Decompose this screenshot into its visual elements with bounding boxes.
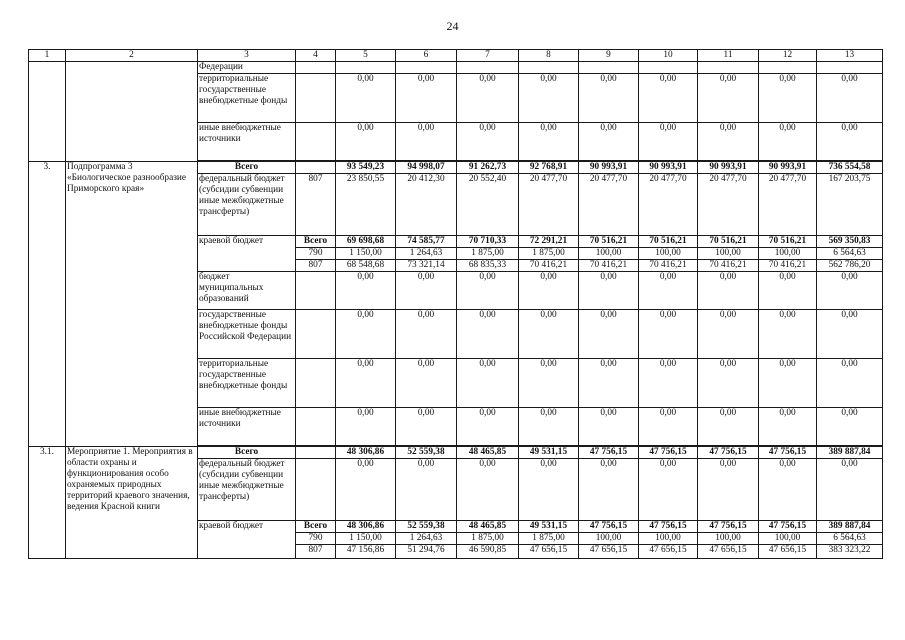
code-cell: 807 bbox=[296, 545, 336, 559]
item-number-empty bbox=[29, 62, 66, 162]
value-cell: 49 531,15 bbox=[519, 447, 579, 459]
value-cell: 0,00 bbox=[457, 123, 519, 161]
value-cell: 47 756,15 bbox=[698, 447, 759, 459]
value-cell: 0,00 bbox=[639, 408, 698, 446]
value-cell bbox=[519, 62, 579, 74]
code-cell: 790 bbox=[296, 533, 336, 545]
value-cell: 0,00 bbox=[396, 310, 457, 359]
value-cell: 20 477,70 bbox=[519, 174, 579, 236]
source-cell: бюджет муниципальных образований bbox=[198, 272, 296, 310]
source-cell: краевой бюджет bbox=[198, 236, 296, 272]
value-cell: 90 993,91 bbox=[639, 162, 698, 174]
value-cell: 0,00 bbox=[396, 74, 457, 123]
value-cell: 100,00 bbox=[639, 533, 698, 545]
budget-table bbox=[28, 49, 883, 559]
value-cell: 0,00 bbox=[639, 123, 698, 161]
value-cell: 70 516,21 bbox=[759, 236, 817, 248]
value-cell: 46 590,85 bbox=[457, 545, 519, 559]
value-cell: 52 559,38 bbox=[396, 521, 457, 533]
value-cell: 47 656,15 bbox=[519, 545, 579, 559]
value-cell: 48 306,86 bbox=[336, 447, 396, 459]
value-cell: 20 412,30 bbox=[396, 174, 457, 236]
value-cell: 51 294,76 bbox=[396, 545, 457, 559]
value-cell: 0,00 bbox=[457, 310, 519, 359]
value-cell: 0,00 bbox=[457, 74, 519, 123]
value-cell: 90 993,91 bbox=[698, 162, 759, 174]
header-cell: 1 bbox=[29, 50, 66, 62]
value-cell: 69 698,68 bbox=[336, 236, 396, 248]
value-cell: 1 150,00 bbox=[336, 248, 396, 260]
value-cell: 20 477,70 bbox=[698, 174, 759, 236]
page-number: 24 bbox=[446, 19, 459, 33]
value-cell: 0,00 bbox=[817, 408, 883, 446]
value-cell: 0,00 bbox=[759, 74, 817, 123]
value-cell: 74 585,77 bbox=[396, 236, 457, 248]
value-cell bbox=[579, 62, 639, 74]
code-cell bbox=[296, 272, 336, 310]
value-cell: 0,00 bbox=[639, 272, 698, 310]
value-cell: 20 477,70 bbox=[759, 174, 817, 236]
header-cell: 9 bbox=[579, 50, 639, 62]
value-cell: 0,00 bbox=[396, 123, 457, 161]
value-cell: 0,00 bbox=[639, 359, 698, 408]
value-cell: 0,00 bbox=[396, 272, 457, 310]
value-cell: 20 477,70 bbox=[579, 174, 639, 236]
source-cell: территориальные государственные внебюджетные фонды bbox=[198, 359, 296, 408]
code-cell bbox=[296, 62, 336, 74]
value-cell: 569 350,83 bbox=[817, 236, 883, 248]
value-cell: 0,00 bbox=[457, 459, 519, 521]
value-cell: 47 756,15 bbox=[759, 521, 817, 533]
code-cell bbox=[296, 74, 336, 123]
value-cell: 562 786,20 bbox=[817, 260, 883, 272]
value-cell: 0,00 bbox=[336, 359, 396, 408]
value-cell: 100,00 bbox=[759, 533, 817, 545]
source-cell: иные внебюджетные источники bbox=[198, 123, 296, 161]
value-cell: 1 264,63 bbox=[396, 533, 457, 545]
value-cell: 23 850,55 bbox=[336, 174, 396, 236]
value-cell: 47 656,15 bbox=[698, 545, 759, 559]
table-row bbox=[29, 162, 883, 174]
header-cell: 12 bbox=[759, 50, 817, 62]
value-cell: 70 416,21 bbox=[579, 260, 639, 272]
value-cell: 0,00 bbox=[519, 359, 579, 408]
value-cell: 48 465,85 bbox=[457, 447, 519, 459]
value-cell: 70 416,21 bbox=[519, 260, 579, 272]
value-cell: 1 875,00 bbox=[519, 533, 579, 545]
value-cell: 0,00 bbox=[698, 74, 759, 123]
value-cell: 70 516,21 bbox=[579, 236, 639, 248]
header-cell: 8 bbox=[519, 50, 579, 62]
value-cell: 73 321,14 bbox=[396, 260, 457, 272]
value-cell: 6 564,63 bbox=[817, 533, 883, 545]
value-cell: 1 875,00 bbox=[457, 248, 519, 260]
value-cell: 91 262,73 bbox=[457, 162, 519, 174]
value-cell: 1 150,00 bbox=[336, 533, 396, 545]
value-cell: 90 993,91 bbox=[579, 162, 639, 174]
value-cell: 70 416,21 bbox=[639, 260, 698, 272]
header-cell: 3 bbox=[198, 50, 296, 62]
code-cell bbox=[296, 123, 336, 161]
value-cell: 52 559,38 bbox=[396, 447, 457, 459]
value-cell: 70 416,21 bbox=[698, 260, 759, 272]
header-cell: 6 bbox=[396, 50, 457, 62]
item-name: Мероприятие 1. Мероприятия в области охраны и функционирования особо охраняемых природных территорий краевого значения, ведения Красной книги bbox=[66, 447, 198, 559]
value-cell: 0,00 bbox=[698, 310, 759, 359]
value-cell: 70 710,33 bbox=[457, 236, 519, 248]
header-row bbox=[29, 50, 883, 62]
value-cell: 100,00 bbox=[639, 248, 698, 260]
code-cell: 807 bbox=[296, 260, 336, 272]
item-name-empty bbox=[66, 62, 198, 162]
total-label: Всего bbox=[198, 447, 296, 459]
value-cell: 0,00 bbox=[698, 359, 759, 408]
item-number: 3.1. bbox=[29, 447, 66, 559]
value-cell: 0,00 bbox=[519, 310, 579, 359]
value-cell: 47 756,15 bbox=[759, 447, 817, 459]
value-cell: 0,00 bbox=[698, 459, 759, 521]
value-cell: 0,00 bbox=[457, 359, 519, 408]
value-cell: 47 756,15 bbox=[579, 521, 639, 533]
value-cell: 0,00 bbox=[698, 272, 759, 310]
value-cell: 100,00 bbox=[698, 248, 759, 260]
value-cell: 0,00 bbox=[579, 74, 639, 123]
value-cell: 92 768,91 bbox=[519, 162, 579, 174]
code-cell bbox=[296, 459, 336, 521]
header-cell: 11 bbox=[698, 50, 759, 62]
value-cell bbox=[698, 62, 759, 74]
source-cell: территориальные государственные внебюджетные фонды bbox=[198, 74, 296, 123]
value-cell: 0,00 bbox=[579, 123, 639, 161]
value-cell: 0,00 bbox=[579, 408, 639, 446]
total-label: Всего bbox=[198, 162, 296, 174]
value-cell: 0,00 bbox=[519, 123, 579, 161]
header-cell: 5 bbox=[336, 50, 396, 62]
value-cell: 94 998,07 bbox=[396, 162, 457, 174]
value-cell: 47 756,15 bbox=[639, 521, 698, 533]
value-cell: 0,00 bbox=[396, 408, 457, 446]
code-cell: 790 bbox=[296, 248, 336, 260]
value-cell: 0,00 bbox=[817, 459, 883, 521]
source-cell: федеральный бюджет (субсидии субвенции иные межбюджетные трансферты) bbox=[198, 174, 296, 236]
value-cell: 0,00 bbox=[759, 272, 817, 310]
value-cell: 20 552,40 bbox=[457, 174, 519, 236]
value-cell: 0,00 bbox=[519, 272, 579, 310]
value-cell: 0,00 bbox=[457, 408, 519, 446]
value-cell bbox=[457, 62, 519, 74]
value-cell: 0,00 bbox=[579, 272, 639, 310]
value-cell: 0,00 bbox=[759, 459, 817, 521]
value-cell: 389 887,84 bbox=[817, 447, 883, 459]
value-cell bbox=[817, 62, 883, 74]
value-cell: 0,00 bbox=[817, 272, 883, 310]
value-cell: 90 993,91 bbox=[759, 162, 817, 174]
value-cell: 736 554,58 bbox=[817, 162, 883, 174]
code-cell bbox=[296, 408, 336, 446]
value-cell: 70 516,21 bbox=[639, 236, 698, 248]
value-cell bbox=[759, 62, 817, 74]
value-cell: 1 875,00 bbox=[519, 248, 579, 260]
value-cell: 68 548,68 bbox=[336, 260, 396, 272]
value-cell: 1 875,00 bbox=[457, 533, 519, 545]
table-row bbox=[29, 447, 883, 459]
source-cell: федеральный бюджет (субсидии субвенции иные межбюджетные трансферты) bbox=[198, 459, 296, 521]
value-cell: 0,00 bbox=[336, 459, 396, 521]
value-cell: 0,00 bbox=[396, 359, 457, 408]
total-label: Всего bbox=[296, 236, 336, 248]
value-cell: 0,00 bbox=[336, 272, 396, 310]
total-label: Всего bbox=[296, 521, 336, 533]
value-cell bbox=[396, 62, 457, 74]
value-cell: 0,00 bbox=[817, 74, 883, 123]
code-cell: 807 bbox=[296, 174, 336, 236]
value-cell: 47 656,15 bbox=[759, 545, 817, 559]
value-cell: 0,00 bbox=[457, 272, 519, 310]
value-cell: 0,00 bbox=[639, 459, 698, 521]
value-cell: 383 323,22 bbox=[817, 545, 883, 559]
header-cell: 4 bbox=[296, 50, 336, 62]
value-cell: 0,00 bbox=[579, 459, 639, 521]
header-cell: 13 bbox=[817, 50, 883, 62]
value-cell: 0,00 bbox=[519, 408, 579, 446]
table-row bbox=[29, 62, 883, 74]
header-cell: 10 bbox=[639, 50, 698, 62]
value-cell: 48 306,86 bbox=[336, 521, 396, 533]
value-cell: 68 835,33 bbox=[457, 260, 519, 272]
source-cell: краевой бюджет bbox=[198, 521, 296, 559]
value-cell: 47 656,15 bbox=[639, 545, 698, 559]
value-cell: 47 756,15 bbox=[698, 521, 759, 533]
item-name: Подпрограмма 3 «Биологическое разнообразие Приморского края» bbox=[66, 162, 198, 447]
value-cell: 20 477,70 bbox=[639, 174, 698, 236]
value-cell: 93 549,23 bbox=[336, 162, 396, 174]
value-cell: 6 564,63 bbox=[817, 248, 883, 260]
value-cell: 47 756,15 bbox=[579, 447, 639, 459]
source-cell: государственные внебюджетные фонды Российской Федерации bbox=[198, 310, 296, 359]
value-cell: 0,00 bbox=[817, 359, 883, 408]
value-cell: 47 156,86 bbox=[336, 545, 396, 559]
code-cell bbox=[296, 310, 336, 359]
value-cell: 0,00 bbox=[698, 408, 759, 446]
value-cell: 47 756,15 bbox=[639, 447, 698, 459]
value-cell: 0,00 bbox=[336, 123, 396, 161]
value-cell: 0,00 bbox=[759, 359, 817, 408]
value-cell: 0,00 bbox=[639, 74, 698, 123]
value-cell: 0,00 bbox=[759, 310, 817, 359]
value-cell: 0,00 bbox=[519, 459, 579, 521]
value-cell: 1 264,63 bbox=[396, 248, 457, 260]
value-cell: 0,00 bbox=[336, 408, 396, 446]
value-cell: 72 291,21 bbox=[519, 236, 579, 248]
value-cell: 0,00 bbox=[519, 74, 579, 123]
value-cell: 100,00 bbox=[579, 248, 639, 260]
code-cell bbox=[296, 162, 336, 174]
value-cell: 389 887,84 bbox=[817, 521, 883, 533]
value-cell: 100,00 bbox=[759, 248, 817, 260]
value-cell: 0,00 bbox=[396, 459, 457, 521]
value-cell: 0,00 bbox=[336, 74, 396, 123]
source-cell: Федерации bbox=[198, 62, 296, 74]
header-cell: 2 bbox=[66, 50, 198, 62]
value-cell: 0,00 bbox=[817, 123, 883, 161]
value-cell: 47 656,15 bbox=[579, 545, 639, 559]
value-cell: 0,00 bbox=[336, 310, 396, 359]
value-cell bbox=[336, 62, 396, 74]
value-cell: 0,00 bbox=[639, 310, 698, 359]
value-cell: 70 516,21 bbox=[698, 236, 759, 248]
value-cell: 48 465,85 bbox=[457, 521, 519, 533]
value-cell: 49 531,15 bbox=[519, 521, 579, 533]
item-number: 3. bbox=[29, 162, 66, 447]
value-cell: 167 203,75 bbox=[817, 174, 883, 236]
header-cell: 7 bbox=[457, 50, 519, 62]
value-cell: 0,00 bbox=[759, 123, 817, 161]
value-cell: 0,00 bbox=[817, 310, 883, 359]
code-cell bbox=[296, 447, 336, 459]
value-cell: 100,00 bbox=[698, 533, 759, 545]
value-cell: 0,00 bbox=[759, 408, 817, 446]
value-cell bbox=[639, 62, 698, 74]
source-cell: иные внебюджетные источники bbox=[198, 408, 296, 446]
value-cell: 0,00 bbox=[698, 123, 759, 161]
value-cell: 0,00 bbox=[579, 310, 639, 359]
value-cell: 70 416,21 bbox=[759, 260, 817, 272]
value-cell: 100,00 bbox=[579, 533, 639, 545]
code-cell bbox=[296, 359, 336, 408]
value-cell: 0,00 bbox=[579, 359, 639, 408]
